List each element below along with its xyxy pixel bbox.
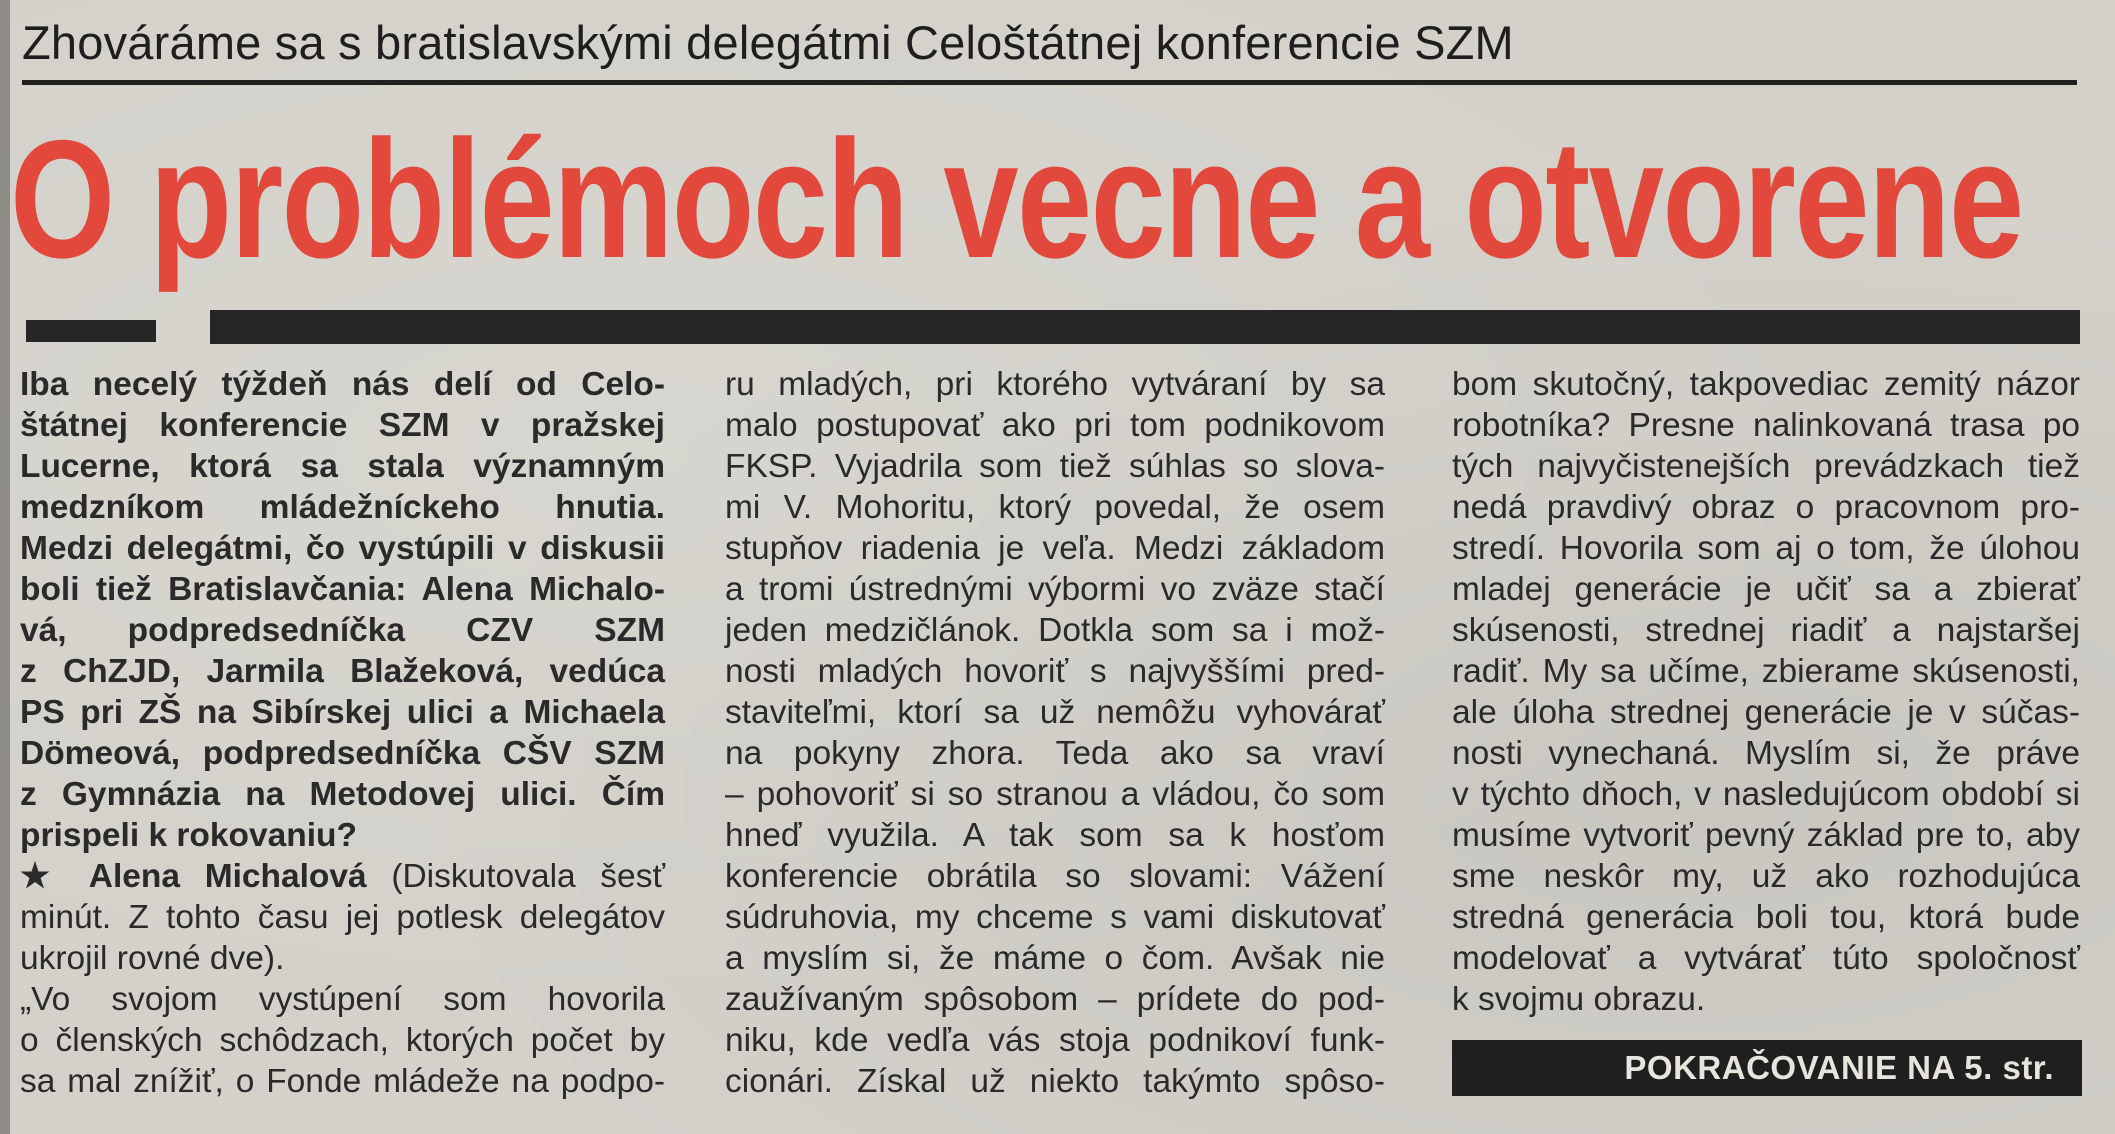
text-line: nosti mladých hovoriť s najvyššími pred- xyxy=(725,653,1385,690)
headline-rule-right xyxy=(210,310,2080,344)
text-line: robotníka? Presne nalinkovaná trasa po xyxy=(1452,407,2080,444)
text-line: z Gymnázia na Metodovej ulici. Čím xyxy=(20,776,665,813)
text-line: ukrojil rovné dve). xyxy=(20,940,285,977)
article-column-1 xyxy=(20,364,665,1102)
text-line: ru mladých, pri ktorého vytváraní by sa xyxy=(725,366,1385,403)
speaker-line xyxy=(20,856,665,897)
text-line: minút. Z tohto času jej potlesk delegátov xyxy=(20,899,665,936)
text-line: a tromi ústrednými výbormi vo zväze stačí xyxy=(725,571,1385,608)
text-line: niku, kde vedľa vás stoja podnikoví funk- xyxy=(725,1022,1385,1059)
text-line: malo postupovať ako pri tom podnikovom xyxy=(725,407,1385,444)
text-line: konferencie obrátila so slovami: Vážení xyxy=(725,858,1385,895)
text-line: vá, podpredsedníčka CZV SZM xyxy=(20,612,665,649)
lead-paragraph xyxy=(20,364,665,856)
text-line: musíme vytvoriť pevný základ pre to, aby xyxy=(1452,817,2080,854)
text-line: Medzi delegátmi, čo vystúpili v diskusii xyxy=(20,530,665,567)
text-line: skúsenosti, strednej riadiť a najstaršej xyxy=(1452,612,2080,649)
text-line: „Vo svojom vystúpení som hovorila xyxy=(20,981,665,1018)
text-line: nosti vynechaná. Myslím si, že práve xyxy=(1452,735,2080,772)
kicker-line: Zhováráme sa s bratislavskými delegátmi Celoštátnej konferencie SZM xyxy=(22,16,1514,69)
text-line: Dömeová, podpredsedníčka CŠV SZM xyxy=(20,735,665,772)
continuation-label: POKRAČOVANIE NA 5. str. xyxy=(1624,1049,2054,1086)
text-line: nedá pravdivý obraz o pracovnom pro- xyxy=(1452,489,2080,526)
text-line: FKSP. Vyjadrila som tiež súhlas so slova- xyxy=(725,448,1385,485)
text-line: tých najvyčistenejších prevádzkach tiež xyxy=(1452,448,2080,485)
text-line: k svojmu obrazu. xyxy=(1452,981,1706,1018)
headline: O problémoch vecne a otvorene xyxy=(10,105,2023,293)
text-line: modelovať a vytvárať túto spoločnosť xyxy=(1452,940,2080,977)
page-edge-shadow xyxy=(0,0,10,1134)
body-paragraph xyxy=(20,897,665,1102)
text-line: jeden medzičlánok. Dotkla som sa i mož- xyxy=(725,612,1385,649)
text-line: v týchto dňoch, v nasledujúcom období si xyxy=(1452,776,2080,813)
text-line: ale úloha strednej generácie je v súčas- xyxy=(1452,694,2080,731)
text-line: – pohovoriť si so stranou a vládou, čo som xyxy=(725,776,1385,813)
text-line: sme neskôr my, už ako rozhodujúca xyxy=(1452,858,2080,895)
text-line: PS pri ZŠ na Sibírskej ulici a Michaela xyxy=(20,694,665,731)
text-line: mladej generácie je učiť sa a zbierať xyxy=(1452,571,2080,608)
text-line: hneď využila. A tak som sa k hosťom xyxy=(725,817,1385,854)
text-line: cionári. Získal už niekto takýmto spôso- xyxy=(725,1063,1385,1100)
text-line: stredí. Hovorila som aj o tom, že úlohou xyxy=(1452,530,2080,567)
speaker-name: ★ Alena Michalová xyxy=(20,858,367,895)
continuation-banner xyxy=(1452,1040,2082,1096)
text-line: sa mal znížiť, o Fonde mládeže na podpo- xyxy=(20,1063,665,1100)
text-line: súdruhovia, my chceme s vami diskutovať xyxy=(725,899,1385,936)
text-line: medzníkom mládežníckeho hnutia. xyxy=(20,489,665,526)
speaker-note: (Diskutovala šesť xyxy=(366,858,666,895)
headline-rule-left xyxy=(26,320,156,342)
text-line: bom skutočný, takpovediac zemitý názor xyxy=(1452,366,2080,403)
text-line: staviteľmi, ktorí sa už nemôžu vyhovárať xyxy=(725,694,1385,731)
text-line: boli tiež Bratislavčania: Alena Michalo- xyxy=(20,571,665,608)
article-column-3 xyxy=(1452,364,2080,1020)
text-line: radiť. My sa učíme, zbierame skúsenosti, xyxy=(1452,653,2080,690)
text-line: stredná generácia boli tou, ktorá bude xyxy=(1452,899,2080,936)
text-line: mi V. Mohoritu, ktorý povedal, že osem xyxy=(725,489,1385,526)
text-line: štátnej konferencie SZM v pražskej xyxy=(20,407,665,444)
text-line: Lucerne, ktorá sa stala významným xyxy=(20,448,665,485)
article-column-2 xyxy=(725,364,1385,1102)
text-line: stupňov riadenia je veľa. Medzi základom xyxy=(725,530,1385,567)
text-line: o členských schôdzach, ktorých počet by xyxy=(20,1022,665,1059)
text-line: Iba necelý týždeň nás delí od Celo- xyxy=(20,366,665,403)
text-line: a myslím si, že máme o čom. Avšak nie xyxy=(725,940,1385,977)
text-line: zaužívaným spôsobom – prídete do pod- xyxy=(725,981,1385,1018)
text-line: prispeli k rokovaniu? xyxy=(20,817,357,854)
text-line: na pokyny zhora. Teda ako sa vraví xyxy=(725,735,1385,772)
text-line: z ChZJD, Jarmila Blažeková, vedúca xyxy=(20,653,665,690)
